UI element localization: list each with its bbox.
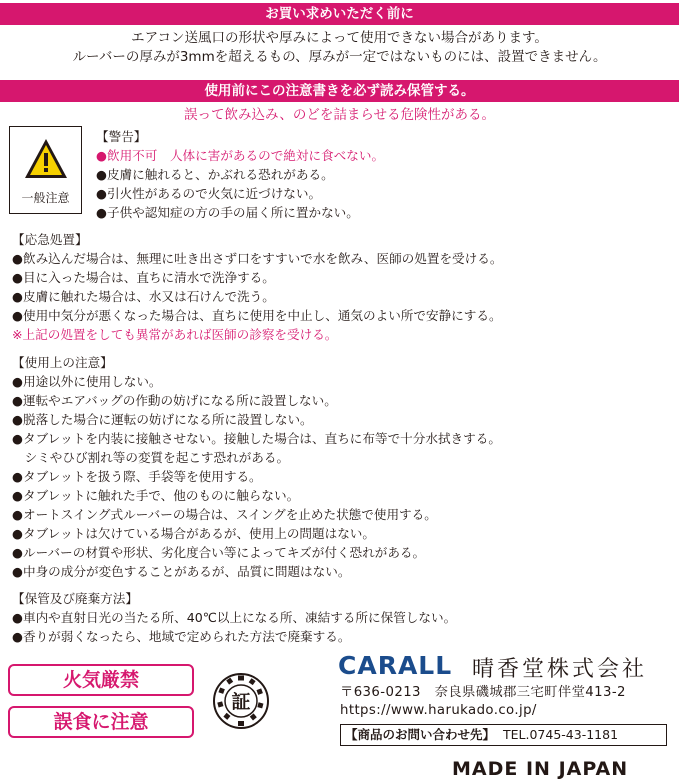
company-url-link[interactable]: https://www.harukado.co.jp/: [340, 703, 537, 718]
usage-item: ●中身の成分が変色することがあるが、品質に問題はない。: [12, 564, 351, 579]
warning-item: ●飲用不可 人体に害があるので絶対に食べない。: [96, 148, 385, 163]
carall-brand-logo: CARALL: [338, 651, 453, 680]
usage-item: ●タブレットを扱う際、手袋等を使用する。: [12, 469, 262, 484]
storage-title: 【保管及び廃棄方法】: [12, 591, 138, 606]
storage-item: ●車内や直射日光の当たる所、40℃以上になる所、凍結する所に保管しない。: [12, 610, 457, 625]
seal-center-char: 証: [231, 691, 251, 713]
general-caution-icon-box: [9, 126, 82, 214]
usage-item: ●用途以外に使用しない。: [12, 374, 162, 389]
section-header-before-purchase: お買い求めいただく前に: [0, 3, 679, 25]
warning-item: ●子供や認知症の方の手の届く所に置かない。: [96, 205, 359, 220]
usage-item: シミやひび割れ等の変質を起こす恐れがある。: [12, 450, 290, 465]
company-name: 晴香堂株式会社: [472, 657, 648, 682]
certification-seal-icon: [212, 672, 270, 730]
first-aid-item: ●皮膚に触れた場合は、水又は石けんで洗う。: [12, 289, 275, 304]
first-aid-note: ※上記の処置をしても異常があれば医師の診察を受ける。: [12, 327, 338, 342]
made-in-japan-label: MADE IN JAPAN: [452, 758, 629, 780]
company-address: 〒636-0213 奈良県磯城郡三宅町伴堂413-2: [340, 685, 626, 700]
warning-item: ●引火性があるので火気に近づけない。: [96, 186, 322, 201]
warning-title: 【警告】: [96, 129, 147, 144]
inquiry-label: 【商品のお問い合わせ先】: [345, 727, 496, 742]
first-aid-title: 【応急処置】: [12, 232, 88, 247]
first-aid-item: ●目に入った場合は、直ちに清水で洗浄する。: [12, 270, 275, 285]
usage-title: 【使用上の注意】: [12, 355, 113, 370]
first-aid-item: ●使用中気分が悪くなった場合は、直ちに使用を中止し、通気のよい所で安静にする。: [12, 308, 502, 323]
usage-item: ●ルーバーの材質や形状、劣化度合い等によってキズが付く恐れがある。: [12, 545, 426, 560]
warning-triangle-icon: [23, 137, 69, 181]
pre-purchase-line-1: エアコン送風口の形状や厚みによって使用できない場合があります。: [131, 30, 548, 46]
do-not-eat-stamp: 誤食に注意: [8, 706, 194, 738]
section-header-read-before-use: 使用前にこの注意書きを必ず読み保管する。: [0, 80, 679, 102]
warning-item: ●皮膚に触れると、かぶれる恐れがある。: [96, 167, 334, 182]
usage-item: ●タブレットに触れた手で、他のものに触らない。: [12, 488, 300, 503]
first-aid-item: ●飲み込んだ場合は、無理に吐き出さず口をすすいで水を飲み、医師の処置を受ける。: [12, 251, 503, 266]
storage-item: ●香りが弱くなったら、地域で定められた方法で廃棄する。: [12, 629, 351, 644]
no-fire-stamp: 火気厳禁: [8, 664, 194, 696]
usage-item: ●オートスイング式ルーバーの場合は、スイングを止めた状態で使用する。: [12, 507, 437, 522]
usage-item: ●運転やエアバッグの作動の妨げになる所に設置しない。: [12, 393, 337, 408]
general-caution-label: 一般注意: [21, 191, 70, 205]
choking-danger-line: 誤って飲み込み、のどを詰まらせる危険性がある。: [184, 107, 495, 123]
inquiry-tel: TEL.0745-43-1181: [503, 727, 619, 742]
pre-purchase-line-2: ルーバーの厚みが3mmを超えるもの、厚みが一定ではないものには、設置できません。: [72, 49, 607, 65]
usage-item: ●タブレットは欠けている場合があるが、使用上の問題はない。: [12, 526, 375, 541]
usage-item: ●タブレットを内装に接触させない。接触した場合は、直ちに布等で十分水拭きする。: [12, 431, 501, 446]
usage-item: ●脱落した場合に運転の妨げになる所に設置しない。: [12, 412, 313, 427]
inquiry-box: [340, 724, 667, 746]
